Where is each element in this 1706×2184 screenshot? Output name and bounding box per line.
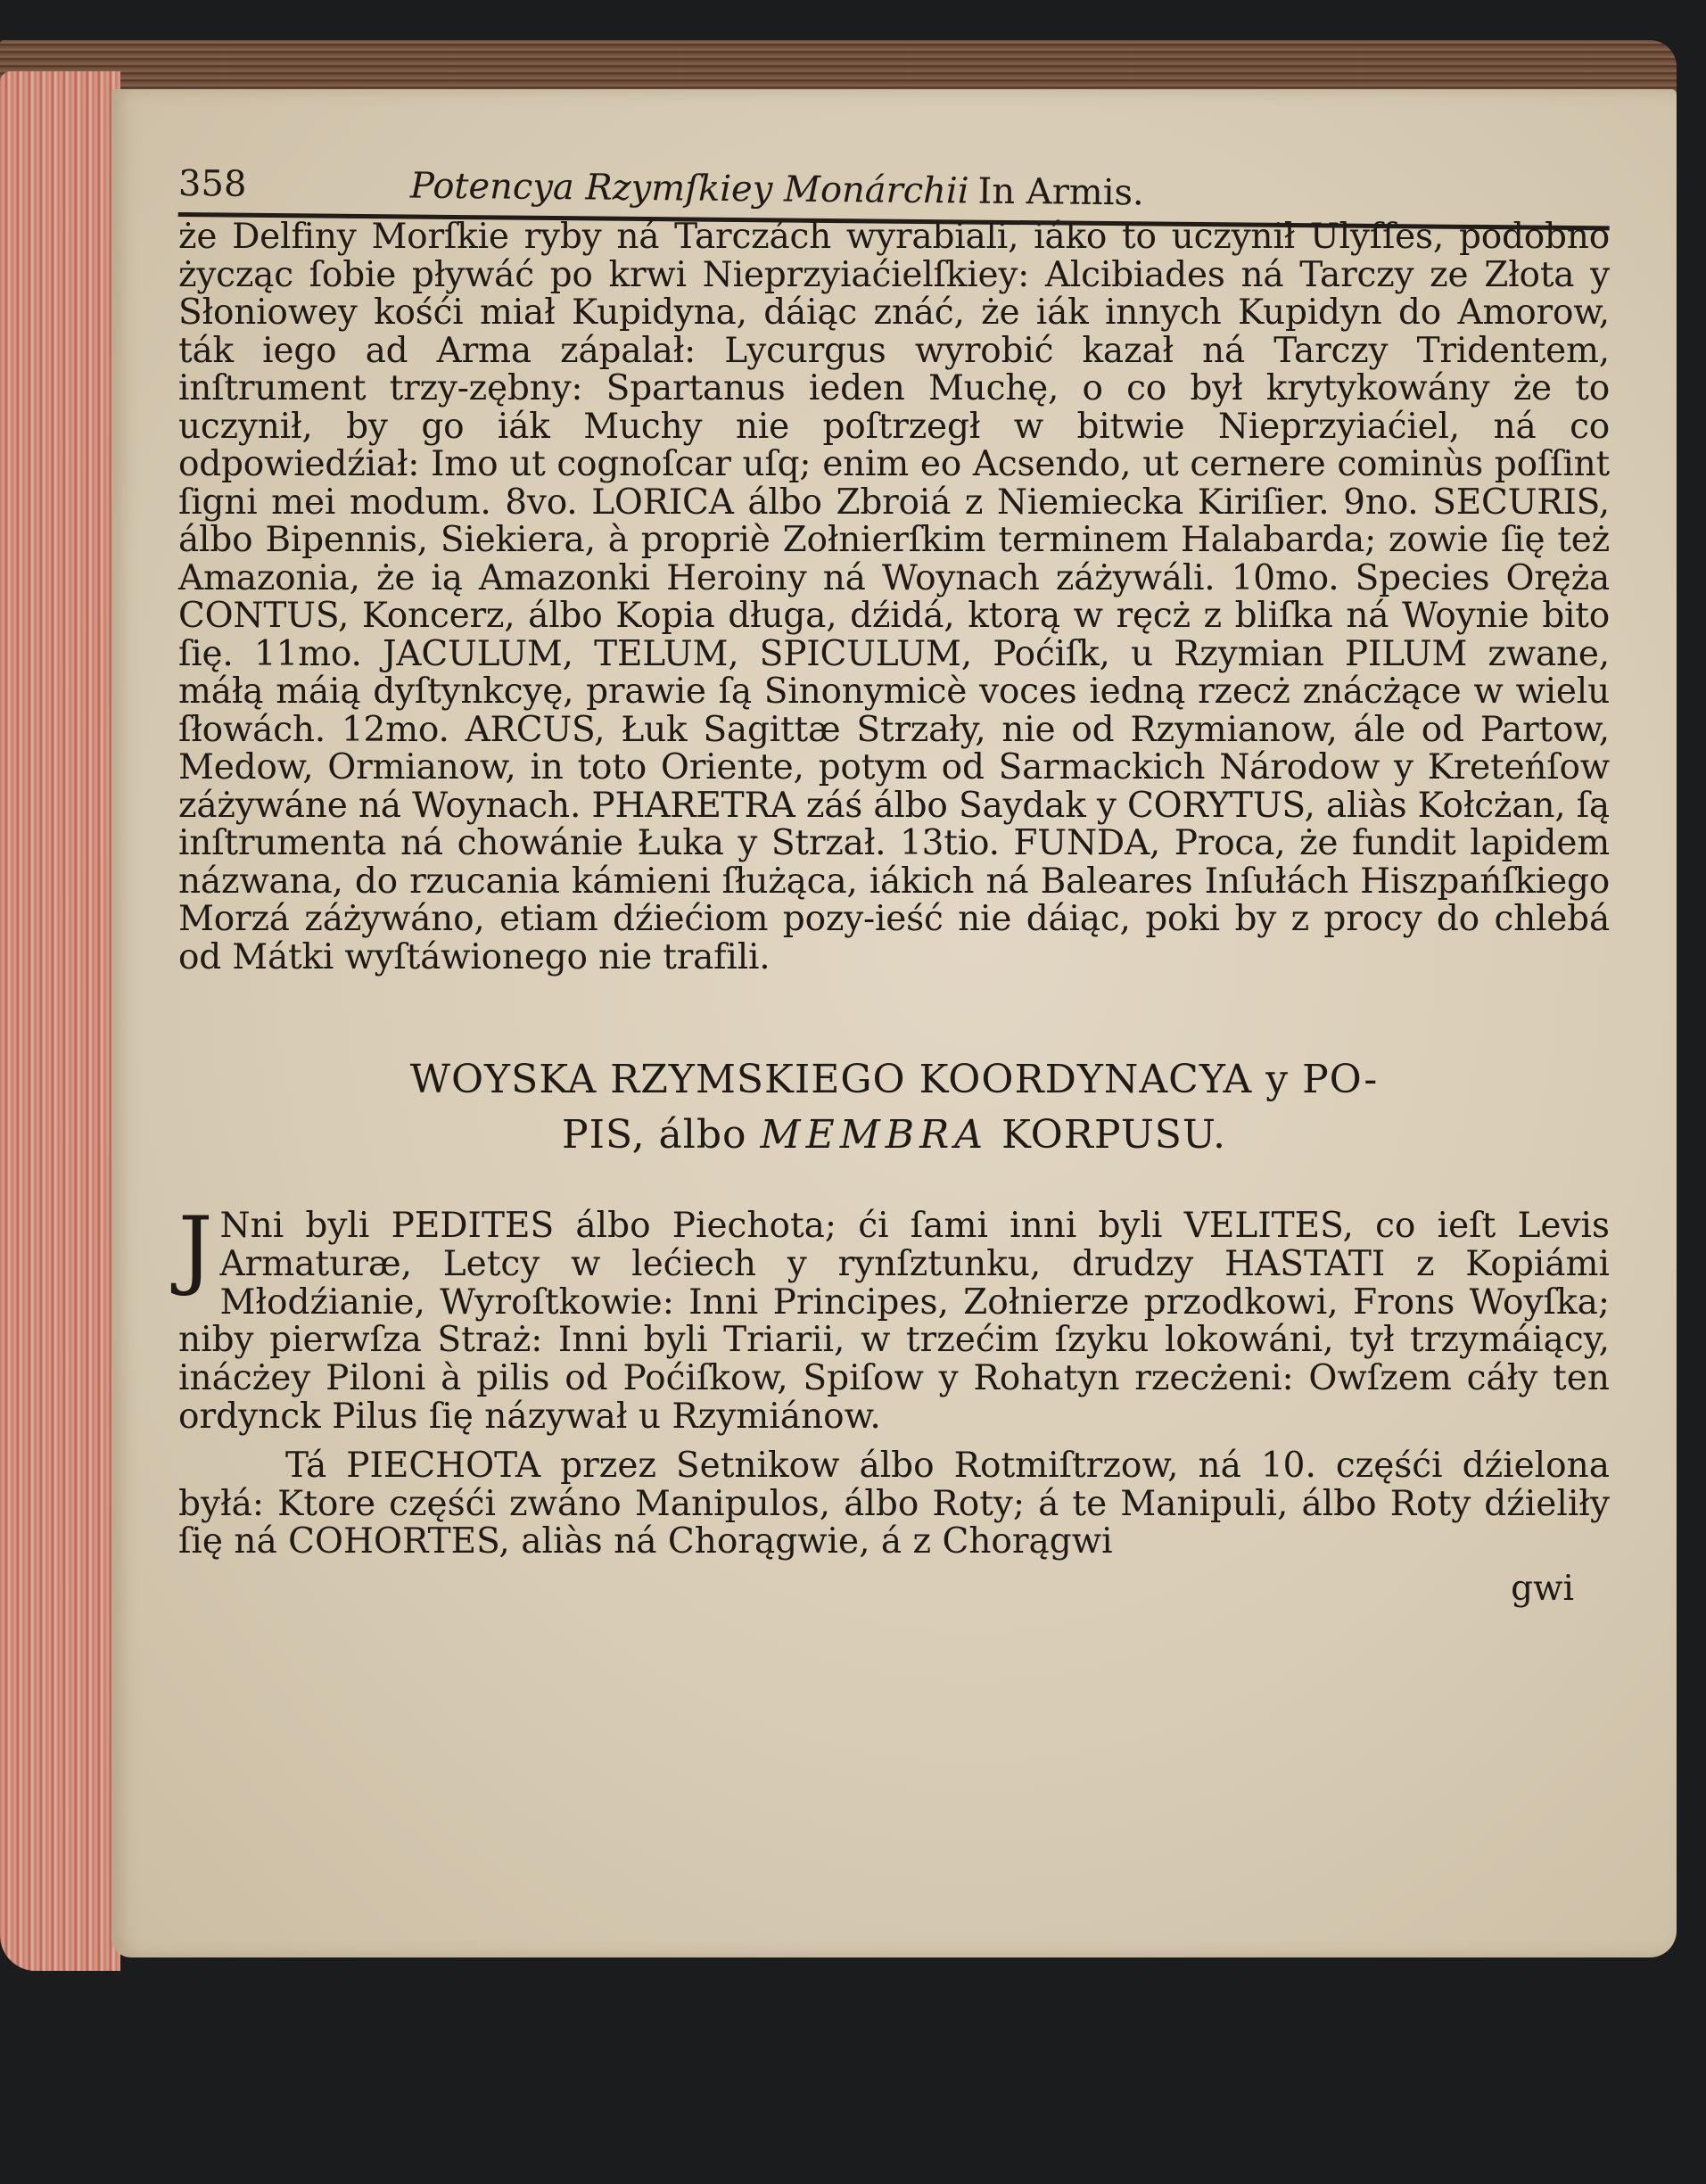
section-heading-roman: PIS, álbo bbox=[562, 1112, 747, 1158]
book-top-edge bbox=[0, 40, 1677, 94]
paragraph-3: Tá PIECHOTA przez Setnikow álbo Rotmiſtrzow, ná 10. częśći dźielona byłá: Ktore częśći zwáno Manipulos, álbo Roty; á te Manipuli, álbo Roty dźieliły ſię ná COHORTES, aliàs ná Chorągwie, á z Chorągwi bbox=[178, 1445, 1610, 1562]
running-head-title: Potencya Rzymſkiey Monárchii bbox=[409, 165, 969, 212]
section-heading bbox=[178, 1052, 1610, 1163]
section-heading-line-2 bbox=[178, 1108, 1610, 1163]
section-heading-end: KORPUSU. bbox=[1001, 1112, 1226, 1158]
section-heading-italic: MEMBRA bbox=[760, 1112, 988, 1158]
paragraph-3-block bbox=[178, 1447, 1610, 1562]
paragraph-1: że Delfiny Morſkie ryby ná Tarczách wyrabiali, iáko to uczynił Ulyſſes, podobno życząc ſobie pływáć po krwi Nieprzyiaćielſkiey: Alcibiades ná Tarczy ze Złota y Słoniowey kośći miał Kupidyna, dáiąc znáć, że iák innych Kupidyn do Amorow, ták iego ad Arma zápalał: Lycurgus wyrobić kazał ná Tarczy Tridentem, inſtrument trzy-zębny: Spartanus ieden Muchę, o co był krytykowány że to uczynił, by go iák Muchy nie poſtrzegł w bitwie Nieprzyiaćiel, ná co odpowiedźiał: Imo ut cognoſcar uſq; enim eo Acsendo, ut cernere cominùs poſſint ſigni mei modum. 8vo. LORICA álbo Zbroiá z Niemiecka Kiriſier. 9no. SECURIS, álbo Bipennis, Siekiera, à propriè Zołnierſkim terminem Halabarda; zowie ſię też Amazonia, że ią Amazonki Heroiny ná Woynach záżywáli. 10mo. Species Oręża CONTUS, Koncerz, álbo Kopia długa, dźidá, ktorą w ręcż z bliſka ná Woynie bito ſię. 11mo. JACULUM, TELUM, SPICULUM, Poćiſk, u Rzymian PILUM zwane, máłą máią dyſtynkcyę, prawie ſą Sinonymicè voces iedną rzecż znácżące w wielu ſłowách. 12mo. ARCUS, Łuk Sagittæ Strzały, nie od Rzymianow, ále od Partow, Medow, Ormianow, in toto Oriente, potym od Sarmackich Národow y Kreteńſow záżywáne ná Woynach. PHARETRA záś álbo Saydak y CORYTUS, aliàs Kołcżan, ſą inſtrumenta ná chowánie Łuka y Strzał. 13tio. FUNDA, Proca, że fundit lapidem názwana, do rzucania kámieni ſłużąca, iákich ná Baleares Inſułách Hiszpańſkiego Morzá záżywáno, etiam dźiećiom pozy-ieść nie dáiąc, poki by z procy do chlebá od Mátki wyſtáwionego nie trafili. bbox=[178, 217, 1610, 977]
section-heading-line-1: WOYSKA RZYMSKIEGO KOORDYNACYA y PO- bbox=[409, 1057, 1379, 1102]
page-content bbox=[178, 161, 1610, 1609]
catchword: gwi bbox=[1511, 1569, 1574, 1610]
body-text bbox=[178, 218, 1610, 977]
running-head-suffix: In Armis. bbox=[977, 170, 1144, 214]
page-number: 358 bbox=[177, 163, 247, 205]
book-page bbox=[111, 89, 1677, 1957]
paragraph-2: Nni byli PEDITES álbo Piechota; ći ſami inni byli VELITES, co ieſt Levis Armaturæ, Letcy w lećiech y rynſztunku, drudzy HASTATI z Kopiámi Młodźianie, Wyroſtkowie: Inni Principes, Zołnierze przodkowi, Frons Woyſka; niby pierwſza Straż: Inni byli Triarii, w trzećim ſzyku lokowáni, tył trzymáiący, inácżey Piloni à pilis od Poćiſkow, Spiſow y Rohatyn rzecżeni: Owſzem cáły ten ordynck Pilus ſię názywał u Rzymiánow. bbox=[178, 1206, 1610, 1437]
drop-cap: J bbox=[178, 1199, 213, 1298]
book-fore-edge bbox=[0, 71, 120, 1971]
paragraph-2-block bbox=[178, 1199, 1610, 1437]
